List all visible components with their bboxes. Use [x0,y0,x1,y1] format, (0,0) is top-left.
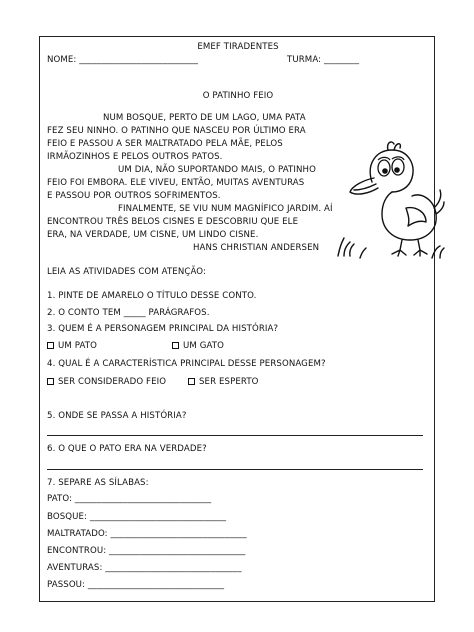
question-5: 5. ONDE SE PASSA A HISTÓRIA? [47,411,187,421]
checkbox-icon[interactable] [188,378,195,385]
syllable-aventuras[interactable]: AVENTURAS: _______________________________ [47,563,242,573]
option-label: UM GATO [183,341,225,351]
checkbox-icon[interactable] [47,378,54,385]
story-line: FEZ SEU NINHO. O PATINHO QUE NASCEU POR ÚLTIMO ERA [47,126,306,136]
option-pato[interactable] [47,340,97,352]
question-6: 6. O QUE O PATO ERA NA VERDADE? [47,444,207,454]
checkbox-icon[interactable] [172,342,179,349]
story-line: FINALMENTE, SE VIU NUM MAGNÍFICO JARDIM. AÍ [118,204,333,214]
syllable-passou[interactable]: PASSOU: _______________________________ [47,580,225,590]
option-label: UM PATO [58,341,97,351]
option-esperto[interactable] [188,376,259,388]
question-1: 1. PINTE DE AMARELO O TÍTULO DESSE CONTO. [47,291,257,301]
story-line: FEIO FOI EMBORA. ELE VIVEU, ENTÃO, MUITAS AVENTURAS [47,178,305,188]
option-label: SER CONSIDERADO FEIO [58,377,167,387]
story-line: NUM BOSQUE, PERTO DE UM LAGO, UMA PATA [103,113,306,123]
worksheet-page [39,36,435,602]
instructions-text: LEIA AS ATIVIDADES COM ATENÇÃO: [47,267,206,277]
class-field[interactable]: TURMA: ________ [287,55,360,65]
story-line: IRMÃOZINHOS E PELOS OUTROS PATOS. [47,152,223,162]
question-2: 2. O CONTO TEM _____ PARÁGRAFOS. [47,308,210,318]
answer-line-5[interactable] [47,435,423,436]
answer-line-6[interactable] [47,469,423,470]
syllable-bosque[interactable]: BOSQUE: _______________________________ [47,512,227,522]
duckling-illustration [336,134,446,264]
story-line: FEIO E PASSOU A SER MALTRATADO PELA MÃE, PELOS [47,139,283,149]
syllable-maltratado[interactable]: MALTRATADO: _______________________________ [47,529,247,539]
story-line: ENCONTROU TRÊS BELOS CISNES E DESCOBRIU QUE ELE [47,217,299,227]
syllable-pato[interactable]: PATO: _______________________________ [47,494,212,504]
question-3: 3. QUEM É A PERSONAGEM PRINCIPAL DA HISTÓRIA? [47,324,279,334]
story-author: HANS CHRISTIAN ANDERSEN [193,243,320,253]
story-title: O PATINHO FEIO [202,91,274,101]
syllable-encontrou[interactable]: ENCONTROU: _______________________________ [47,546,246,556]
option-gato[interactable] [172,340,224,352]
option-label: SER ESPERTO [199,377,259,387]
question-4: 4. QUAL É A CARACTERÍSTICA PRINCIPAL DESSE PERSONAGEM? [47,359,326,369]
question-7: 7. SEPARE AS SÍLABAS: [47,478,149,488]
name-field[interactable]: NOME: ___________________________ [47,55,198,65]
checkbox-icon[interactable] [47,342,54,349]
option-feio[interactable] [47,376,166,388]
story-line: UM DIA, NÃO SUPORTANDO MAIS, O PATINHO [118,165,316,175]
story-line: E PASSOU POR OUTROS SOFRIMENTOS. [47,191,221,201]
story-line: ERA, NA VERDADE, UM CISNE, UM LINDO CISNE. [47,230,259,240]
school-name: EMEF TIRADENTES [197,42,279,52]
